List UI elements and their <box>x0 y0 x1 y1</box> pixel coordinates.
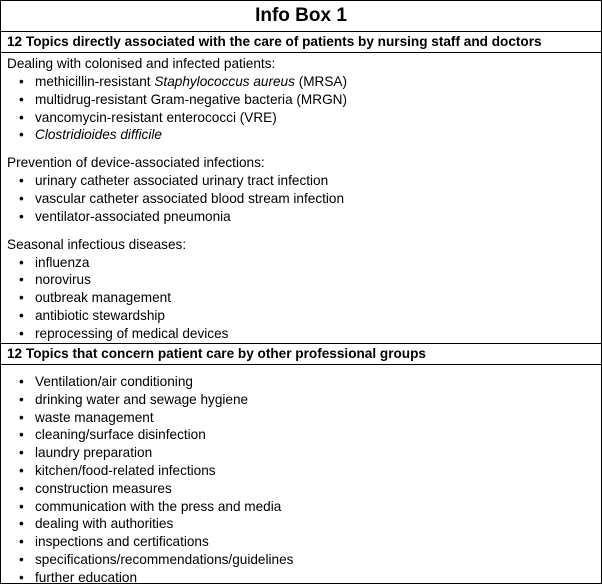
bullet-icon: • <box>19 427 24 443</box>
bullet-icon: • <box>19 272 24 288</box>
item-text: vancomycin-resistant enterococci (VRE) <box>35 109 277 125</box>
topic-list <box>1 73 601 144</box>
item-text-prefix: methicillin-resistant <box>35 74 155 89</box>
bullet-icon: • <box>19 91 24 107</box>
bullet-icon: • <box>19 569 24 585</box>
item-text: kitchen/food-related infections <box>35 462 216 478</box>
topic-group-device-associated <box>1 154 601 225</box>
section-body-nursing-doctors <box>1 53 601 343</box>
topic-group-colonised-infected <box>1 55 601 144</box>
bullet-icon: • <box>19 190 24 206</box>
list-item <box>1 109 601 127</box>
list-item <box>1 91 601 109</box>
item-text: antibiotic stewardship <box>35 307 165 323</box>
list-item <box>1 190 601 208</box>
item-text-italic: Clostridioides difficile <box>35 127 162 143</box>
list-item <box>1 307 601 325</box>
list-item <box>1 172 601 190</box>
bullet-icon: • <box>19 462 24 478</box>
item-text: norovirus <box>35 272 91 288</box>
item-text: drinking water and sewage hygiene <box>35 391 249 407</box>
list-item <box>1 126 601 144</box>
list-item <box>1 533 601 551</box>
list-item <box>1 551 601 569</box>
item-text-italic: Staphylococcus aureus <box>154 74 295 89</box>
item-text: vascular catheter associated blood stream infection <box>35 190 345 206</box>
list-item <box>1 426 601 444</box>
item-text: communication with the press and media <box>35 498 282 514</box>
item-text: multidrug-resistant Gram-negative bacteria (MRGN) <box>35 91 347 107</box>
section-heading-other-groups: 12 Topics that concern patient care by other professional groups <box>1 343 601 365</box>
list-item <box>1 254 601 272</box>
list-item <box>1 271 601 289</box>
item-text: waste management <box>35 409 154 425</box>
list-item <box>1 444 601 462</box>
bullet-icon: • <box>19 74 24 89</box>
item-text: inspections and certifications <box>35 534 209 550</box>
group-label: Seasonal infectious diseases: <box>7 236 187 252</box>
bullet-icon: • <box>19 445 24 461</box>
bullet-icon: • <box>19 127 24 143</box>
list-item <box>1 373 601 391</box>
list-item <box>1 462 601 480</box>
item-text: ventilator-associated pneumonia <box>35 208 231 224</box>
item-text: Ventilation/air conditioning <box>35 374 193 389</box>
item-text: construction measures <box>35 480 172 496</box>
group-label: Dealing with colonised and infected patients: <box>7 56 276 71</box>
topic-list <box>1 373 601 587</box>
list-item <box>1 498 601 516</box>
list-item <box>1 391 601 409</box>
list-item <box>1 515 601 533</box>
item-text: reprocessing of medical devices <box>35 325 229 341</box>
section-heading-nursing-doctors: 12 Topics directly associated with the care of patients by nursing staff and doctors <box>1 32 601 53</box>
list-item <box>1 409 601 427</box>
list-item <box>1 325 601 343</box>
item-text: outbreak management <box>35 290 172 306</box>
item-text: urinary catheter associated urinary tract infection <box>35 173 329 189</box>
bullet-icon: • <box>19 307 24 323</box>
bullet-icon: • <box>19 391 24 407</box>
list-item <box>1 480 601 498</box>
bullet-icon: • <box>19 254 24 270</box>
topic-group-seasonal <box>1 236 601 343</box>
bullet-icon: • <box>19 374 24 389</box>
topic-list <box>1 172 601 225</box>
bullet-icon: • <box>19 208 24 224</box>
bullet-icon: • <box>19 480 24 496</box>
bullet-icon: • <box>19 551 24 567</box>
bullet-icon: • <box>19 409 24 425</box>
bullet-icon: • <box>19 498 24 514</box>
item-text: influenza <box>35 254 90 270</box>
list-item <box>1 289 601 307</box>
item-text: cleaning/surface disinfection <box>35 427 206 443</box>
bullet-icon: • <box>19 325 24 341</box>
item-text: further education <box>35 569 138 585</box>
item-text: dealing with authorities <box>35 516 174 532</box>
bullet-icon: • <box>19 516 24 532</box>
info-box-title: Info Box 1 <box>1 1 601 32</box>
bullet-icon: • <box>19 534 24 550</box>
list-item <box>1 208 601 226</box>
item-text: specifications/recommendations/guidelines <box>35 551 294 567</box>
bullet-icon: • <box>19 109 24 125</box>
group-label: Prevention of device-associated infections: <box>7 155 265 171</box>
bullet-icon: • <box>19 290 24 306</box>
list-item <box>1 73 601 91</box>
bullet-icon: • <box>19 173 24 189</box>
section-body-other-groups <box>1 365 601 587</box>
topic-list <box>1 254 601 343</box>
item-text: laundry preparation <box>35 445 153 461</box>
item-text-suffix: (MRSA) <box>294 74 348 89</box>
